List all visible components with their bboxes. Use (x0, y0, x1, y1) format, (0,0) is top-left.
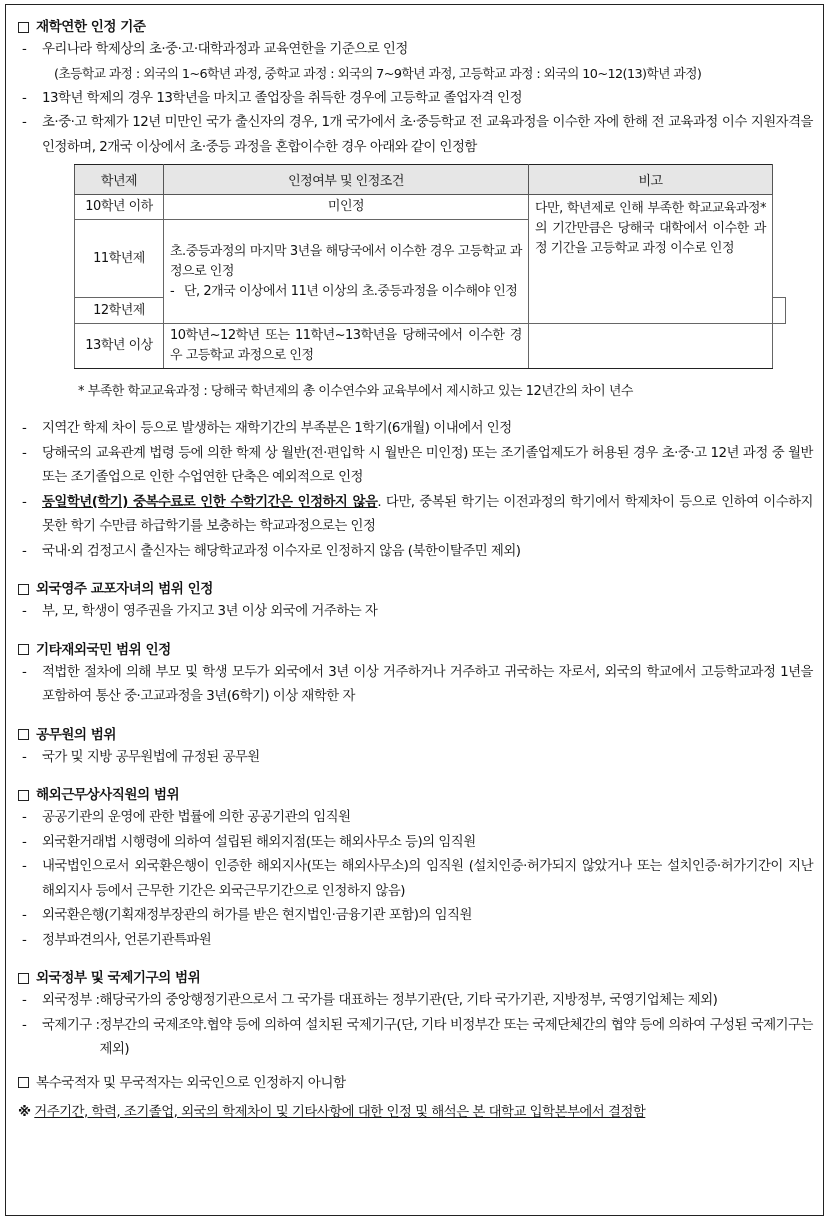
list-item: - 외국정부 : 해당국가의 중앙행정기관으로서 그 국가를 대표하는 정부기관(단, 기타 국가기관, 지방정부, 국영기업체는 제외) (22, 993, 718, 1008)
list-item: - 13학년 학제의 경우 13학년을 마치고 졸업장을 취득한 경우에 고등학교 졸업자격 인정 (22, 90, 523, 106)
list-item: - 지역간 학제 차이 등으로 발생하는 재학기간의 부족분은 1학기(6개월) 이내에서 인정 (22, 421, 512, 436)
list-item: - 국가 및 지방 공무원법에 규정된 공무원 (22, 749, 260, 765)
checkbox-icon (18, 973, 29, 984)
table-header: 인정여부 및 인정조건 (164, 165, 529, 195)
section-title-overseas-employee: 해외근무상사직원의 범위 (18, 784, 813, 806)
notice (18, 1101, 813, 1125)
list-item: - 외국환거래법 시행령에 의하여 설립된 해외지점(또는 해외사무소 등)의 임직원 (22, 834, 476, 850)
checkbox-icon (18, 22, 29, 33)
table-footnote: * 부족한 학교교육과정 : 당해국 학년제의 총 이수연수와 교육부에서 제시하고 있는 12년간의 차이 년수 (78, 384, 633, 399)
checkbox-icon (18, 729, 29, 740)
list-item: - 국제기구 : 정부간의 국제조약.협약 등에 의하여 설치된 국제기구(단, 기타 비정부간 또는 국제단체간의 협약 등에 의하여 구성된 국제기구는 제외) (22, 1017, 813, 1057)
section-title-overseas-resident: 외국영주 교포자녀의 범위 인정 (18, 578, 813, 600)
checkbox-icon (18, 1077, 29, 1088)
checkbox-icon (18, 790, 29, 801)
list-item: - 내국법인으로서 외국환은행이 인증한 해외지사(또는 해외사무소)의 임직원 (설치인증·허가되지 않았거나 또는 설치인증·허가기간이 지난 해외지사 등에서 근무한 기간은 외국근무기간으로 인정하지 않음) (22, 859, 813, 899)
table-cell: 11학년제 (75, 220, 164, 298)
list-item: - 동일학년(학기) 중복수료로 인한 수학기간은 인정하지 않음. 다만, 중복된 학기는 이전과정의 학기에서 학제차이 등으로 인하여 이수하지 못한 학기 수만큼 하급학기를 보충하는 학교과정으로는 인정 (22, 494, 813, 534)
document-content (18, 16, 813, 1125)
table-cell: 미인정 (164, 195, 529, 220)
table-cell-empty (529, 324, 773, 369)
checkbox-icon (18, 584, 29, 595)
table-cell-note: 다만, 학년제로 인해 부족한 학교교육과정*의 기간만큼은 당해국 대학에서 이수한 과정 기간을 고등학교 과정 이수로 인정 (529, 195, 773, 324)
table-cell: 12학년제 (75, 298, 164, 324)
list-item: - 공공기관의 운영에 관한 법률에 의한 공공기관의 임직원 (22, 810, 351, 825)
section-title-foreign-government: 외국정부 및 국제기구의 범위 (18, 967, 813, 989)
list-item: - 당해국의 교육관계 법령 등에 의한 학제 상 월반(전·편입학 시 월반은 미인정) 또는 조기졸업제도가 허용된 경우 초·중·고 12년 과정 중 월반 또는 조기졸업으로 인한 수업연한 단축은 예외적으로 인정 (22, 445, 813, 485)
table-cell: 10학년~12학년 또는 11학년~13학년을 당해국에서 이수한 경우 고등학교 과정으로 인정 (164, 324, 529, 369)
section-dual-nationality: 복수국적자 및 무국적자는 외국인으로 인정하지 아니함 (18, 1071, 813, 1095)
list-item: - 적법한 절차에 의해 부모 및 학생 모두가 외국에서 3년 이상 거주하거나 거주하고 귀국하는 자로서, 외국의 학교에서 고등학교과정 1년을 포함하여 통산 중·고교과정을 3년(6학기) 이상 재학한 자 (22, 664, 813, 704)
table-cell-empty (773, 298, 786, 324)
list-item: - 외국환은행(기획재정부장관의 허가를 받은 현지법인·금융기관 포함)의 임직원 (22, 908, 472, 923)
list-item: - 국내·외 검정고시 출신자는 해당학교과정 이수자로 인정하지 않음 (북한이탈주민 제외) (22, 543, 521, 559)
list-item: - 정부파견의사, 언론기관특파원 (22, 932, 212, 948)
emphasis-text: 동일학년(학기) 중복수료로 인한 수학기간은 인정하지 않음 (42, 494, 378, 510)
list-item-sub: (초등학교 과정 : 외국의 1~6학년 과정, 중학교 과정 : 외국의 7~9학년 과정, 고등학교 과정 : 외국의 10~12(13)학년 과정) (54, 66, 702, 82)
list-item: - 우리나라 학제상의 초·중·고·대학과정과 교육연한을 기준으로 인정 (22, 42, 408, 57)
table-cell: 10학년 이하 (75, 195, 164, 220)
list-item: - 초·중·고 학제가 12년 미만인 국가 출신자의 경우, 1개 국가에서 초·중등학교 전 교육과정을 이수한 자에 한해 전 교육과정 이수 지원자격을 인정하며, 2개국 이상에서 초·중등 과정을 혼합이수한 경우 아래와 같이 인정함 (22, 115, 813, 155)
grade-system-table (74, 164, 786, 369)
table-header: 학년제 (75, 165, 164, 195)
list-item: - 부, 모, 학생이 영주권을 가지고 3년 이상 외국에 거주하는 자 (22, 604, 378, 619)
checkbox-icon (18, 644, 29, 655)
section-title-other-overseas: 기타재외국민 범위 인정 (18, 639, 813, 661)
table-cell: 13학년 이상 (75, 324, 164, 369)
table-cell: 초.중등과정의 마지막 3년을 해당국에서 이수한 경우 고등학교 과정으로 인정 - 단, 2개국 이상에서 11년 이상의 초.중등과정을 이수해야 인정 (164, 220, 529, 324)
section-title-public-official: 공무원의 범위 (18, 724, 813, 746)
section-title-residence-period: 재학연한 인정 기준 (18, 16, 813, 38)
table-header: 비고 (529, 165, 773, 195)
notice-text: 거주기간, 학력, 조기졸업, 외국의 학제차이 및 기타사항에 대한 인정 및 해석은 본 대학교 입학본부에서 결정함 (34, 1104, 646, 1120)
reference-mark: ※ (18, 1104, 31, 1120)
